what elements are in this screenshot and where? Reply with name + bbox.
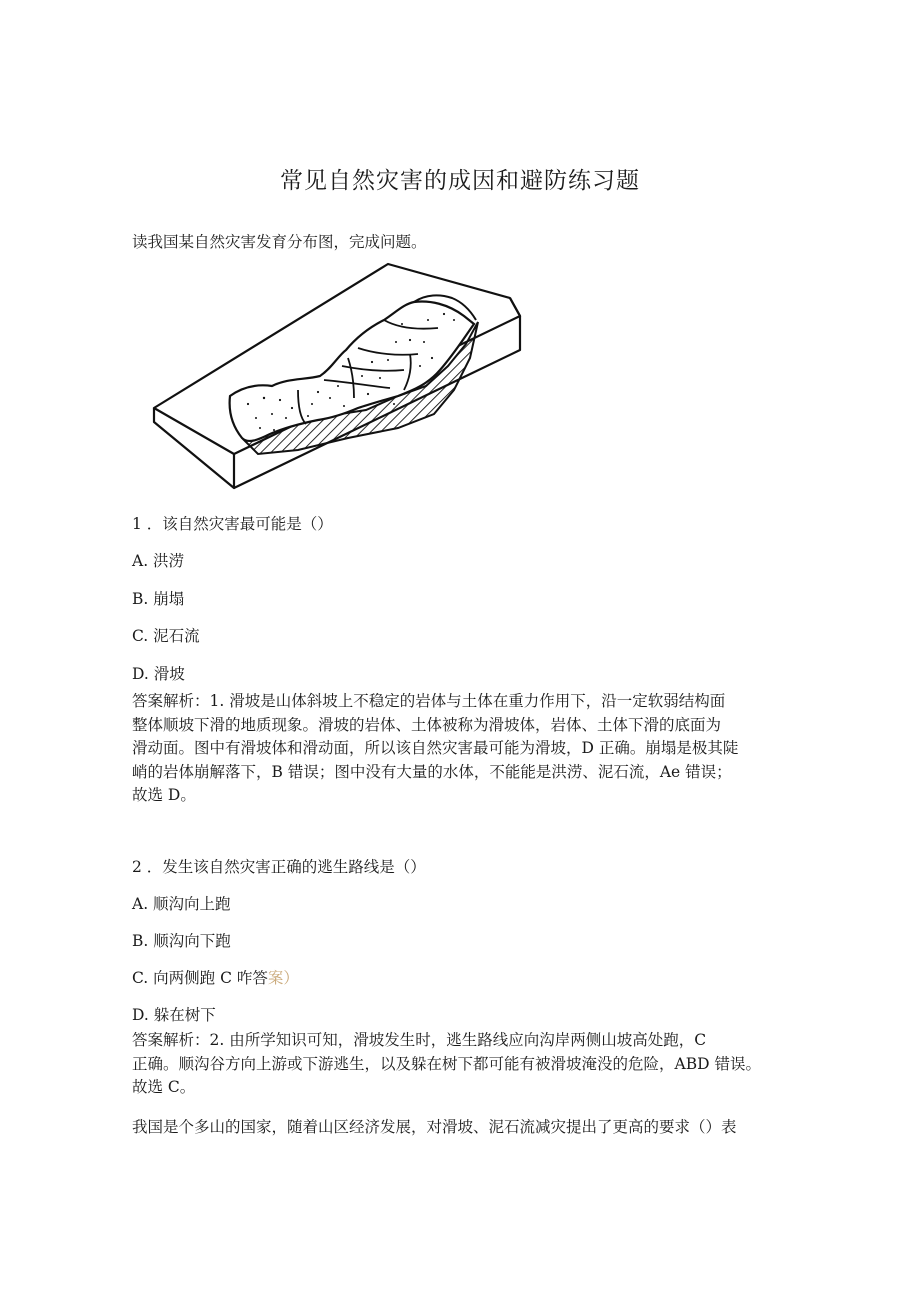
page-title: 常见自然灾害的成因和避防练习题 [280, 168, 640, 194]
q2-option-c-faded-text: 案） [267, 969, 299, 987]
q1-option-d: D. 滑坡 [132, 665, 185, 683]
landslide-diagram [148, 258, 530, 490]
q2-answer-line: 答案解析：2. 由所学知识可知，滑坡发生时，逃生路线应向沟岸两侧山坡高处跑，C [132, 1031, 707, 1049]
q1-answer-line: 整体顺坡下滑的地质现象。滑坡的岩体、土体被称为滑坡体，岩体、土体下滑的底面为 [132, 715, 722, 734]
q2-answer-line: 故选 C。 [132, 1078, 196, 1096]
q1-answer-line: 答案解析：1. 滑坡是山体斜坡上不稳定的岩体与土体在重力作用下，沿一定软弱结构面 [132, 692, 726, 710]
intro-text: 读我国某自然灾害发育分布图，完成问题。 [132, 233, 427, 251]
q1-answer-explanation [132, 690, 792, 808]
q1-option-c: C. 泥石流 [132, 627, 200, 645]
trailing-paragraph: 我国是个多山的国家，随着山区经济发展，对滑坡、泥石流减灾提出了更高的要求（）表 [132, 1118, 737, 1136]
q2-option-c [132, 966, 299, 988]
q2-option-b: B. 顺沟向下跑 [132, 932, 231, 950]
q2-option-a: A. 顺沟向上跑 [132, 895, 231, 913]
q1-option-b: B. 崩塌 [132, 590, 185, 608]
q2-option-d: D. 躲在树下 [132, 1006, 216, 1024]
q2-option-c-text: C. 向两侧跑 C 咋答 [132, 969, 268, 987]
q2-answer-line: 正确。顺沟谷方向上游或下游逃生，以及躲在树下都可能有被滑坡淹没的危险，ABD 错误。 [132, 1054, 761, 1073]
q1-answer-line: 滑动面。图中有滑坡体和滑动面，所以该自然灾害最可能为滑坡，D 正确。崩塌是极其陡 [132, 739, 739, 757]
q1-answer-line: 故选 D。 [132, 786, 196, 804]
q2-answer-explanation [132, 1029, 797, 1100]
q1-option-a: A. 洪涝 [132, 552, 185, 570]
question-2: 2 ．发生该自然灾害正确的逃生路线是（） [132, 858, 426, 876]
question-1: 1 ．该自然灾害最可能是（） [132, 515, 333, 533]
q1-answer-line: 峭的岩体崩解落下，B 错误；图中没有大量的水体，不能能是洪涝、泥石流，Ae 错误； [132, 762, 732, 781]
